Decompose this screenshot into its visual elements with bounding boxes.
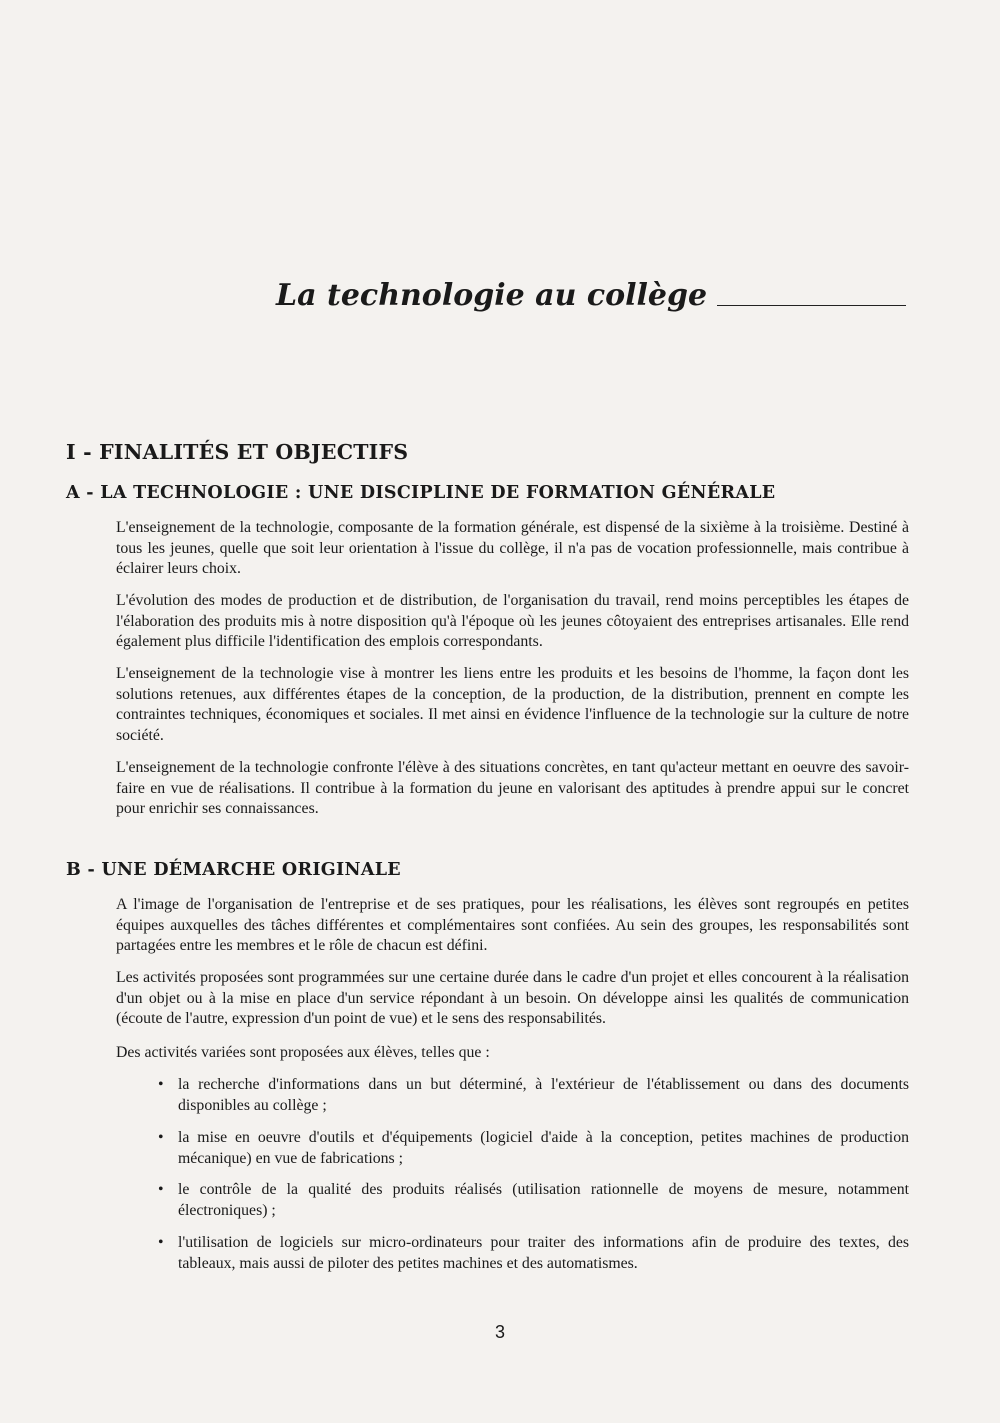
list-item-text: le contrôle de la qualité des produits réalisés (utilisation rationnelle de moyens de mesure, notamment électroniques) ; bbox=[178, 1181, 909, 1219]
bullet-marker: • bbox=[158, 1129, 164, 1146]
paragraph: Les activités proposées sont programmées sur une certaine durée dans le cadre d'un projet et elles concourent à la réalisation d'un objet ou à la mise en place d'un service répondant à un besoin. On développe ainsi les qualités de communication (écoute de l'autre, expression d'un point de vue) et le sens des responsabilités. bbox=[116, 969, 909, 1027]
paragraph: L'enseignement de la technologie vise à montrer les liens entre les produits et les besoins de l'homme, la façon dont les solutions retenues, aux différentes étapes de la conception, de la production, de la distribution, prennent en compte les contraintes techniques, économiques et sociales. Il met ainsi en évidence l'influence de la technologie sur la culture de notre société. bbox=[116, 665, 909, 744]
title-underline-rule bbox=[717, 305, 906, 306]
paragraph: L'évolution des modes de production et de distribution, de l'organisation du travail, rend moins perceptibles les étapes de l'élaboration des produits mis à notre disposition qu'à l'époque où les jeunes côtoyaient des entreprises artisanales. Elle rend également plus difficile l'identification des emplois correspondants. bbox=[116, 592, 909, 650]
bullet-marker: • bbox=[158, 1234, 164, 1251]
subsection-b-heading: B - UNE DÉMARCHE ORIGINALE bbox=[66, 860, 401, 880]
list-item-text: l'utilisation de logiciels sur micro-ordinateurs pour traiter des informations afin de produire des textes, des tableaux, mais aussi de piloter des petites machines et des automatismes. bbox=[178, 1234, 909, 1272]
bullet-marker: • bbox=[158, 1076, 164, 1093]
list-item bbox=[158, 1180, 909, 1221]
paragraph: Des activités variées sont proposées aux élèves, telles que : bbox=[116, 1044, 490, 1061]
title-block bbox=[276, 276, 906, 316]
paragraph: A l'image de l'organisation de l'entreprise et de ses pratiques, pour les réalisations, les élèves sont regroupés en petites équipes auxquelles des tâches différentes et complémentaires sont confiées. Au sein des groupes, les responsabilités sont partagées entre les membres et le rôle de chacun est défini. bbox=[116, 896, 909, 954]
section-heading: I - FINALITÉS ET OBJECTIFS bbox=[66, 440, 409, 464]
list-item bbox=[158, 1233, 909, 1274]
bullet-marker: • bbox=[158, 1181, 164, 1198]
page-number: 3 bbox=[494, 1322, 505, 1342]
list-item bbox=[158, 1128, 909, 1169]
list-item-text: la recherche d'informations dans un but déterminé, à l'extérieur de l'établissement ou dans des documents disponibles au collège ; bbox=[178, 1076, 909, 1114]
paragraph: L'enseignement de la technologie, composante de la formation générale, est dispensé de la sixième à la troisième. Destiné à tous les jeunes, quelle que soit leur orientation à l'issue du collège, il n'a pas de vocation professionnelle, mais contribue à éclairer leurs choix. bbox=[116, 519, 909, 577]
list-item bbox=[158, 1075, 909, 1116]
subsection-a-heading: A - LA TECHNOLOGIE : UNE DISCIPLINE DE FORMATION GÉNÉRALE bbox=[66, 483, 776, 503]
list-item-text: la mise en oeuvre d'outils et d'équipements (logiciel d'aide à la conception, petites machines de production mécanique) en vue de fabrications ; bbox=[178, 1129, 909, 1167]
page-title: La technologie au collège bbox=[276, 278, 708, 313]
paragraph: L'enseignement de la technologie confronte l'élève à des situations concrètes, en tant qu'acteur mettant en oeuvre des savoir-faire en vue de réalisations. Il contribue à la formation du jeune en valorisant des aptitudes à prendre appui sur le concret pour enrichir ses connaissances. bbox=[116, 759, 909, 817]
